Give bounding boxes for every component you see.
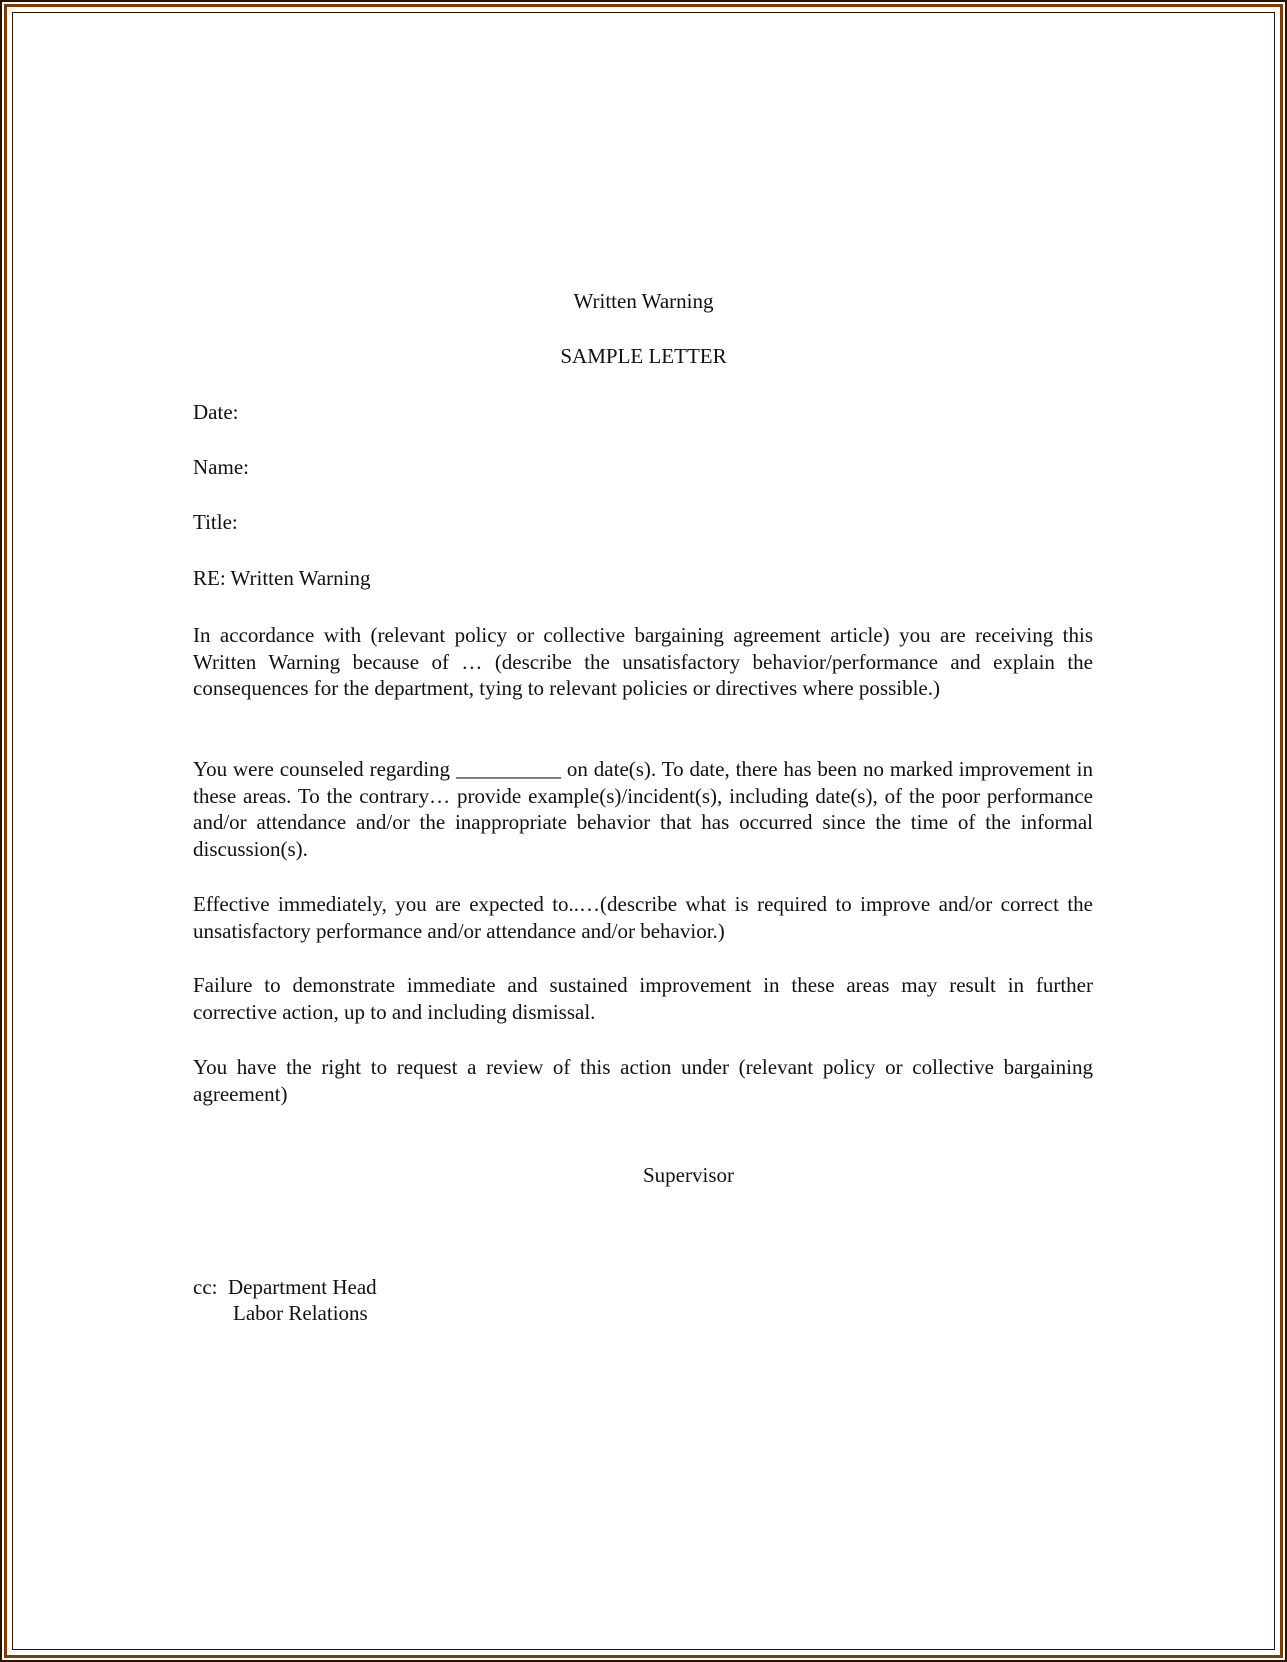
signature-label: Supervisor: [643, 1163, 734, 1187]
paragraph-5: You have the right to request a review of this action under (relevant policy or collective bargaining agreement): [193, 1055, 1093, 1106]
title-label: Title:: [193, 510, 238, 534]
paragraph-4: Failure to demonstrate immediate and sustained improvement in these areas may result in further corrective action, up to and including dismissal.: [193, 973, 1093, 1024]
date-label: Date:: [193, 400, 239, 424]
letter-heading: Written Warning: [573, 289, 714, 313]
cc-line-1: cc: Department Head: [193, 1275, 377, 1299]
paragraph-3: Effective immediately, you are expected to..…(describe what is required to improve and/or correct the unsatisfactory performance and/or attendance and/or behavior.): [193, 892, 1093, 943]
cc-line-2: Labor Relations: [233, 1301, 368, 1325]
paragraph-1: In accordance with (relevant policy or collective bargaining agreement article) you are receiving this Written Warning because of … (describe the unsatisfactory behavior/performance and explain the consequences for the department, tying to relevant policies or directives where possible.): [193, 623, 1093, 700]
letter-subheading: SAMPLE LETTER: [560, 344, 727, 368]
paragraph-2: You were counseled regarding __________ on date(s). To date, there has been no marked improvement in these areas. To the contrary… provide example(s)/incident(s), including date(s), of the poor performance and/or attendance and/or the inappropriate behavior that has occurred since the time of the informal discussion(s).: [193, 757, 1093, 861]
re-line: RE: Written Warning: [193, 566, 371, 590]
name-label: Name:: [193, 455, 249, 479]
